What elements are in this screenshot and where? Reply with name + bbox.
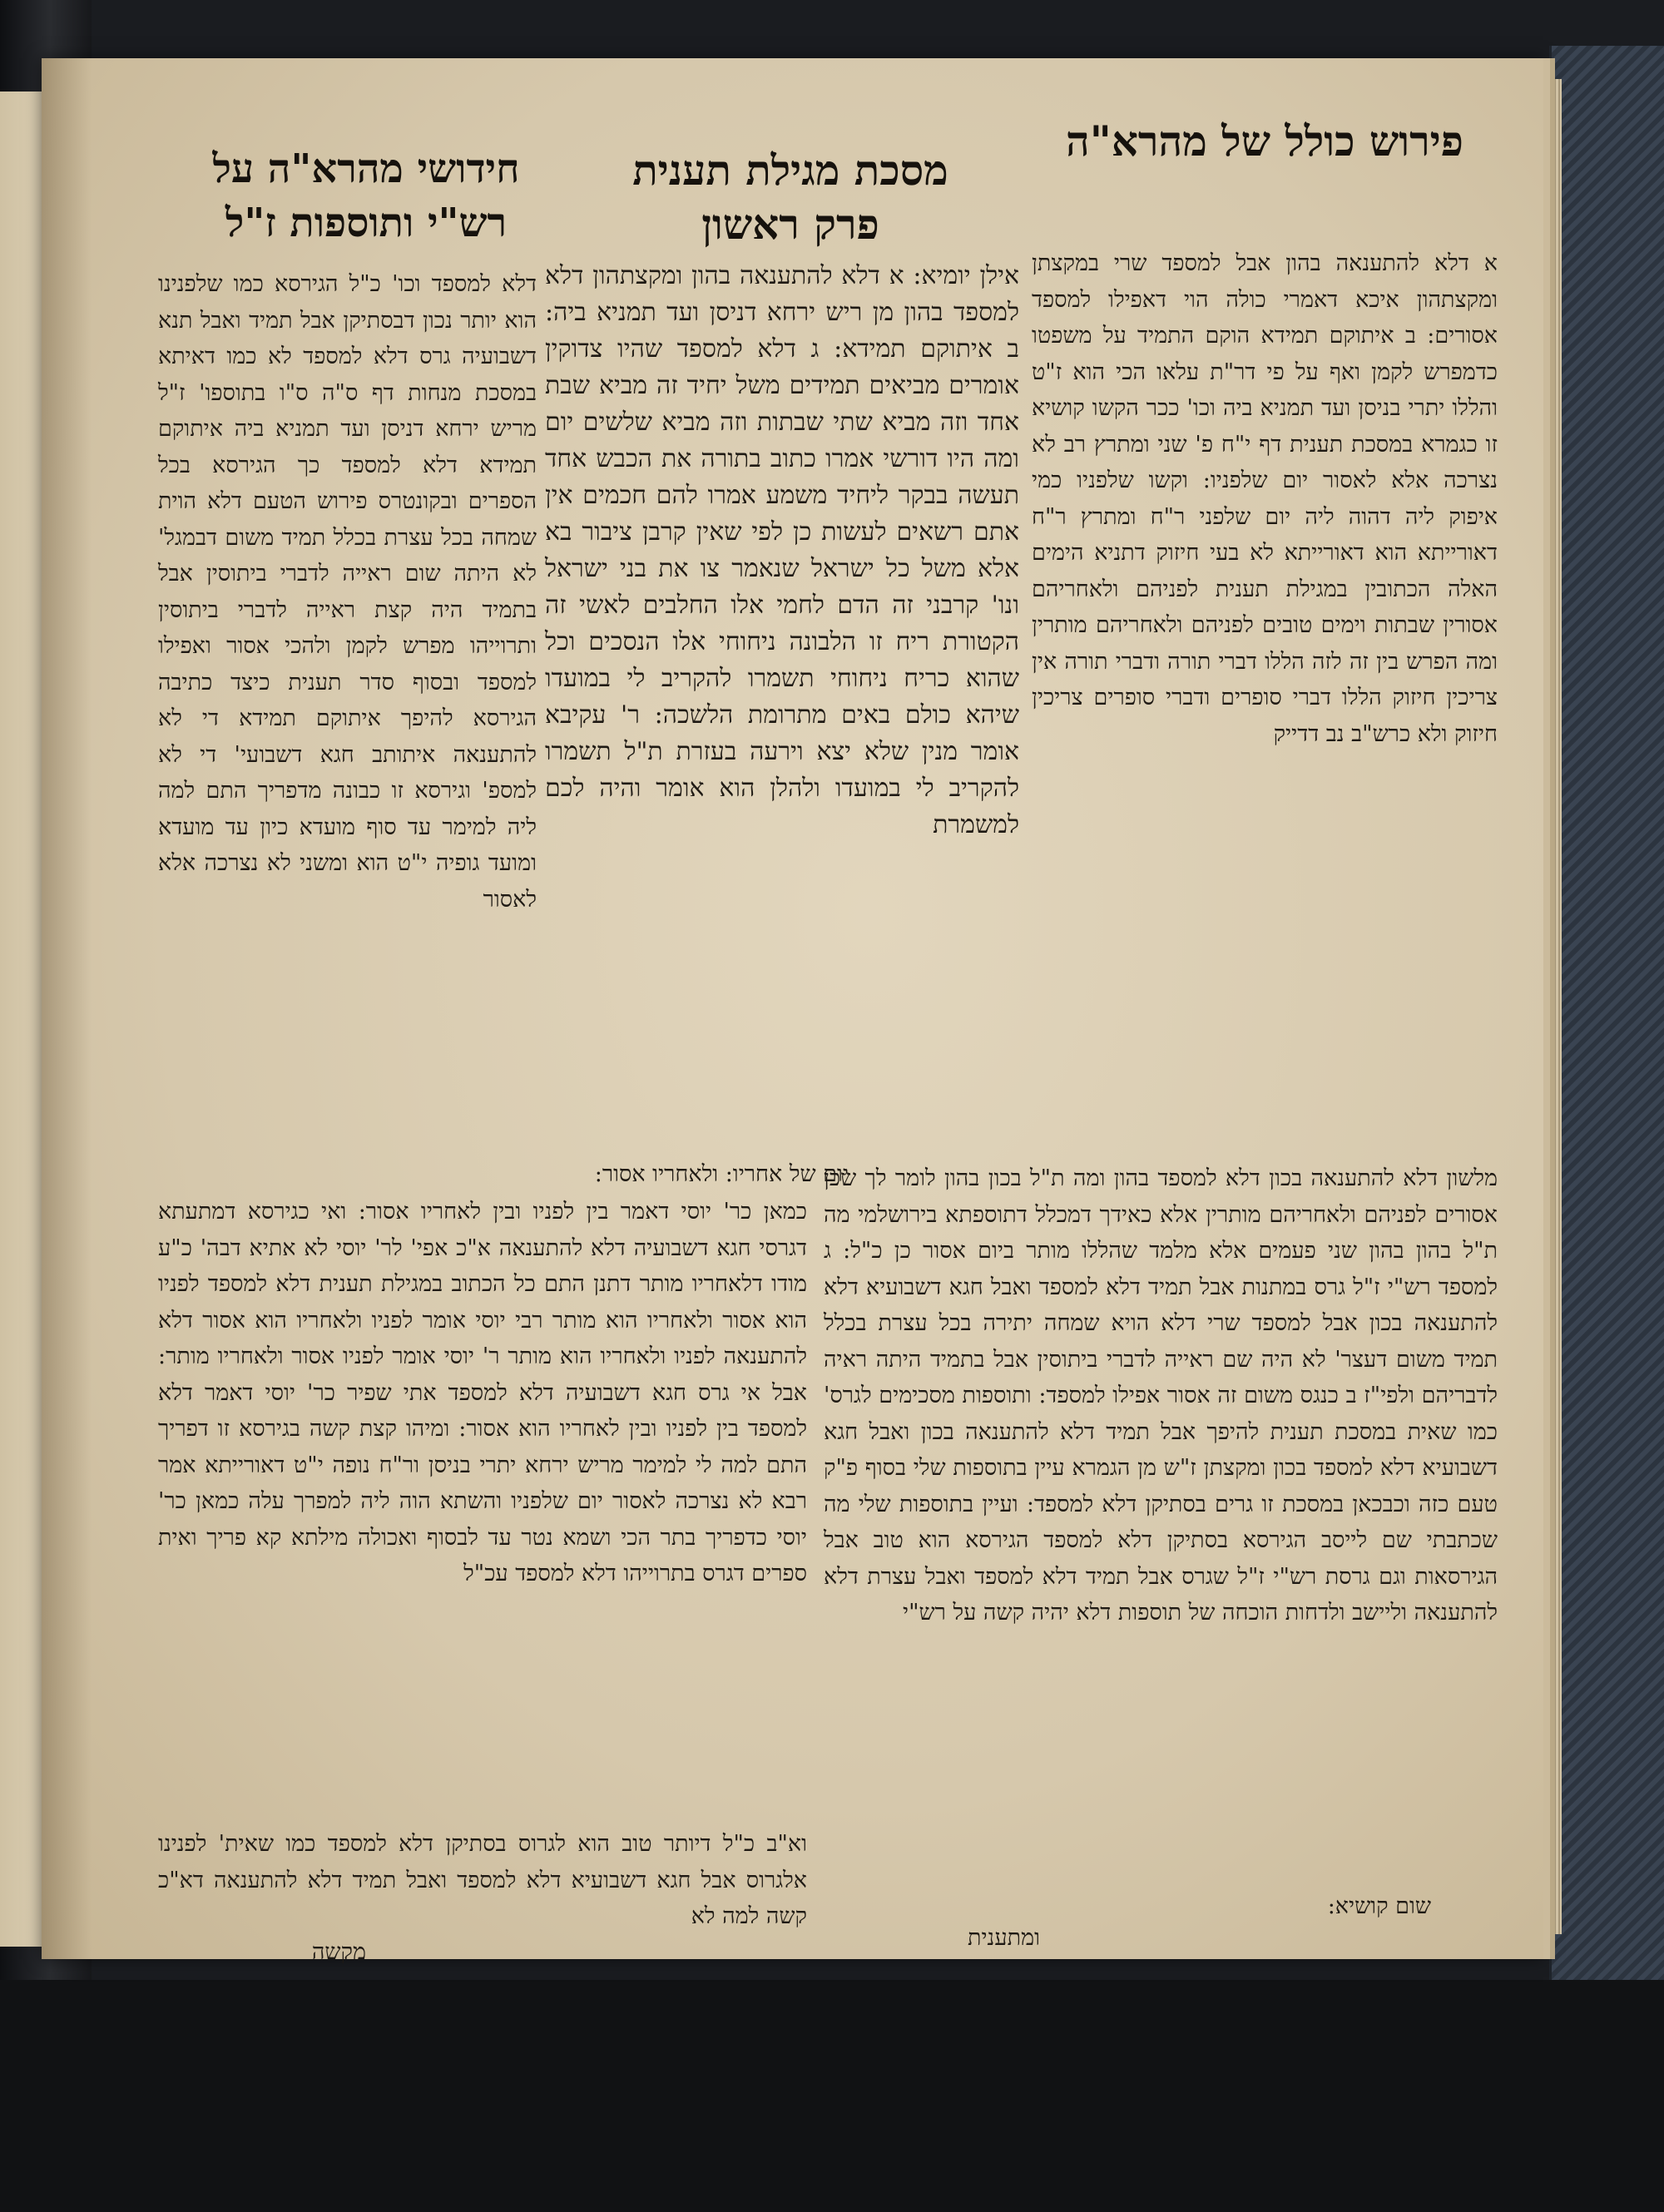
header-center-line1: מסכת מגילת תענית bbox=[632, 146, 948, 195]
header-center-line2: פרק ראשון bbox=[701, 200, 879, 249]
book-cover-edge bbox=[1549, 46, 1664, 1984]
left-commentary-column: דלא למספד וכו' כ"ל הגירסא כמו שלפנינו הוא יותר נכון דבסתיקן אבל תמיד ואבל תנא דשבועיה גרס דלא למספד לא כמו דאיתא במסכת מנחות דף ס"ה ס"ו בתוספו' ז"ל מריש ירחא דניסן ועד תמניא ביה איתוקם תמידא דלא למספד כך הגירסא בכל הספרים ובקונטרס פירוש הטעם דלא הוית שמחה בכל עצרת בכלל תמיד משום דבמגל' לא היתה שום ראייה לדברי ביתוסין אבל בתמיד היה קצת ראייה לדברי ביתוסין ותרוייהו מפרש לקמן ולהכי אסור ואפילו למספד ובסוף סדר תענית כיצד כתיבה הגירסא להיפך איתוקם תמידא די לא להתענאה איתותב חגא דשבועי' די לא למספ' וגירסא זו כבונה מדפריך התם למה ליה למימר עד סוף מועדא כיון עד מועדא ומועד גופיה י"ט הוא ומשני לא נצרכה אלא לאסור bbox=[158, 271, 537, 913]
lower-left-commentary: כמאן כר' יוסי דאמר בין לפניו ובין לאחריו אסור: ואי כגירסא דמתעתא דגרסי חגא דשבועיה דלא להתענאה א"כ אפי' לר' יוסי לא אתיא דבה' כ"ע מודו דלאחריו מותר דתנן התם כל הכתוב במגילת תענית דלא למספד לפניו הוא אסור ולאחריו הוא מותר רבי יוסי אומר לפניו ולאחריו הוא אסור דלא להתענאה לפניו ולאחריו הוא מותר ר' יוסי אומר לפניו אסור ולאחריו מותר: אבל אי גרס חגא דשבועיה דלא למספד אתי שפיר כר' יוסי דאמר דלא למספד בין לפניו ובין לאחריו הוא אסור: ומיהו קצת קשה בגירסא זו דפריך התם למה לי למימר מריש ירחא יתרי בניסן ור"ח נופה י"ט דאורייתא אמר רבא לא נצרכה לאסור יום שלפניו והשתא הוה ליה למפרך עלה כמאן כר' יוסי כדפריך בתר הכי ושמא נטר עד לבסוף ואכולה מילתא קא פריך ואית ספרים דגרס בתרוייהו דלא למספד עכ"ל bbox=[158, 1199, 807, 1586]
book-cover-bottom bbox=[0, 1980, 1664, 2212]
lower-left-tail: מקשה bbox=[311, 1939, 366, 1965]
header-right: פירוש כולל של מהרא"ה bbox=[1066, 116, 1463, 166]
lower-right-tail: שום קושיא: bbox=[1327, 1893, 1431, 1919]
lower-left-continuation: וא"ב כ"ל דיותר טוב הוא לגרוס בסתיקן דלא למספד כמו שאית' לפנינו אלגרוס אבל חגא דשבועיא דלא למספד ואבל תמיד דלא להתענאה דא"כ קשה למה לא bbox=[158, 1831, 807, 1929]
right-commentary-column: א דלא להתענאה בהון אבל למספד שרי במקצתן ומקצתהון איכא דאמרי כולה הוי דאפילו למספד אסורים: ב איתוקם תמידא הוקם התמיד על משפטו כדמפרש לקמן ואף על פי דר"ת עלאו הכי הוא ז"ט והללו יתרי בניסן ועד תמניא ביה וכו' ככר הקשו קושיא זו כגמרא במסכת תענית דף י"ח פ' שני ומתרץ רב לא נצרכה אלא לאסור יום שלפניו: וקשו שלפניו כמי איפוק ליה דהוה ליה יום שלפני ר"ח ומתרץ ר"ח דאורייתא הוא דאורייתא לא בעי חיזוק דתניא הימים האלה הכתובין במגילת תענית לפניהם ולאחריהם אסורין שבתות וימים טובים לפניהם ולאחריהם מותרין ומה הפרש בין זה לזה הללו דברי תורה ודברי תורה אין צריכין חיזוק הללו דברי סופרים ודברי סופרים צריכין חיזוק ולא כרש"ב נב דדייק bbox=[1032, 250, 1498, 747]
page-stack-edges bbox=[1543, 79, 1562, 1934]
main-text-block: אילן יומיא: א דלא להתענאה בהון ומקצתהון דלא למספד בהון מן ריש ירחא דניסן ועד תמניא ביה: ב איתוקם תמידא: ג דלא למספד שהיו צדוקין אומרים מביאים תמידים משל יחיד זה מביא שבת אחד וזה מביא שתי שבתות וזה מביא שלשים יום ומה היו דורשי אמרו כתוב בתורה את הכבש אחד תעשה בבקר ליחיד משמע אמרו להם חכמים אין אתם רשאים לעשות כן לפי שאין קרבן ציבור בא אלא משל כל ישראל שנאמר צו את בני ישראל ונו' קרבני זה הדם לחמי אלו החלבים לאשי זה הקטורת ריח זו הלבונה ניחוחי אלו הנסכים וכל שהוא כריח ניחוחי תשמרו להקריב לי במועדו שיהא כולם באים מתרומת הלשכה: ר' עקיבא אומר מנין שלא יצא וירעה בעזרת ת"ל תשמרו להקריב לי במועדו ולהלן הוא אומר והיה לכם למשמרת bbox=[545, 261, 1019, 839]
lower-right-commentary: מלשון דלא להתענאה בכון דלא למספד בהון ומה ת"ל בכון בהון לומר לך שכן אסורים לפניהם ולאחריהם מותרין אלא כאידך דמכלל דתוספתא בירושלמי מה ת"ל בהון בהון שני פעמים אלא מלמד שהללו מותר ביום אסור כן כ"ל: ג למספד רש"י ז"ל גרס במתנות אבל תמיד דלא למספד ואבל חגא דשבועיא דלא להתענאה בכון אבל למספד שרי דלא הויא שמחה יתירה בכל עצרת בכלל תמיד משום דעצר' לא היה שם ראייה לדברי ביתוסין אבל בתמיד היתה ראיה לדבריהם ולפי"ז ב כנגס משום זה אסור אפילו למספד: ותוספות מסכימים לגרס' כמו שאית במסכת תענית להיפך אבל תמיד דלא להתענאה בכון ואבל חגא דשבועיא דלא למספד בכון ומקצתן ז"ש מן הגמרא עיין בתוספות שלי בסוף פ"ק טעם כזה וכבכאן במסכת זו גרים בסתיקן דלא למספד: ועיין בתוספות שלי מה שכתבתי שם לייסב הגירסא בסתיקן דלא למספד הגירסא הוא טוב אבל הגירסאות וגם גרסת רש"י ז"ל שגרס אבל תמיד דלא למספד ואבל עצרת דלא להתענאה וליישב ולדחות הוכחה של תוספות דלא יהיה קשה על רש"י bbox=[824, 1165, 1498, 1626]
book-page bbox=[42, 58, 1543, 1965]
header-left-line2: רש"י ותוספות ז"ל bbox=[225, 200, 508, 246]
lower-center-tail: ומתענית bbox=[968, 1925, 1040, 1951]
header-left-line1: חידושי מהרא"ה על bbox=[212, 146, 520, 192]
page-gutter-shadow bbox=[42, 58, 92, 1959]
main-text-continuation: יום של אחריו: ולאחריו אסור: bbox=[594, 1161, 849, 1187]
